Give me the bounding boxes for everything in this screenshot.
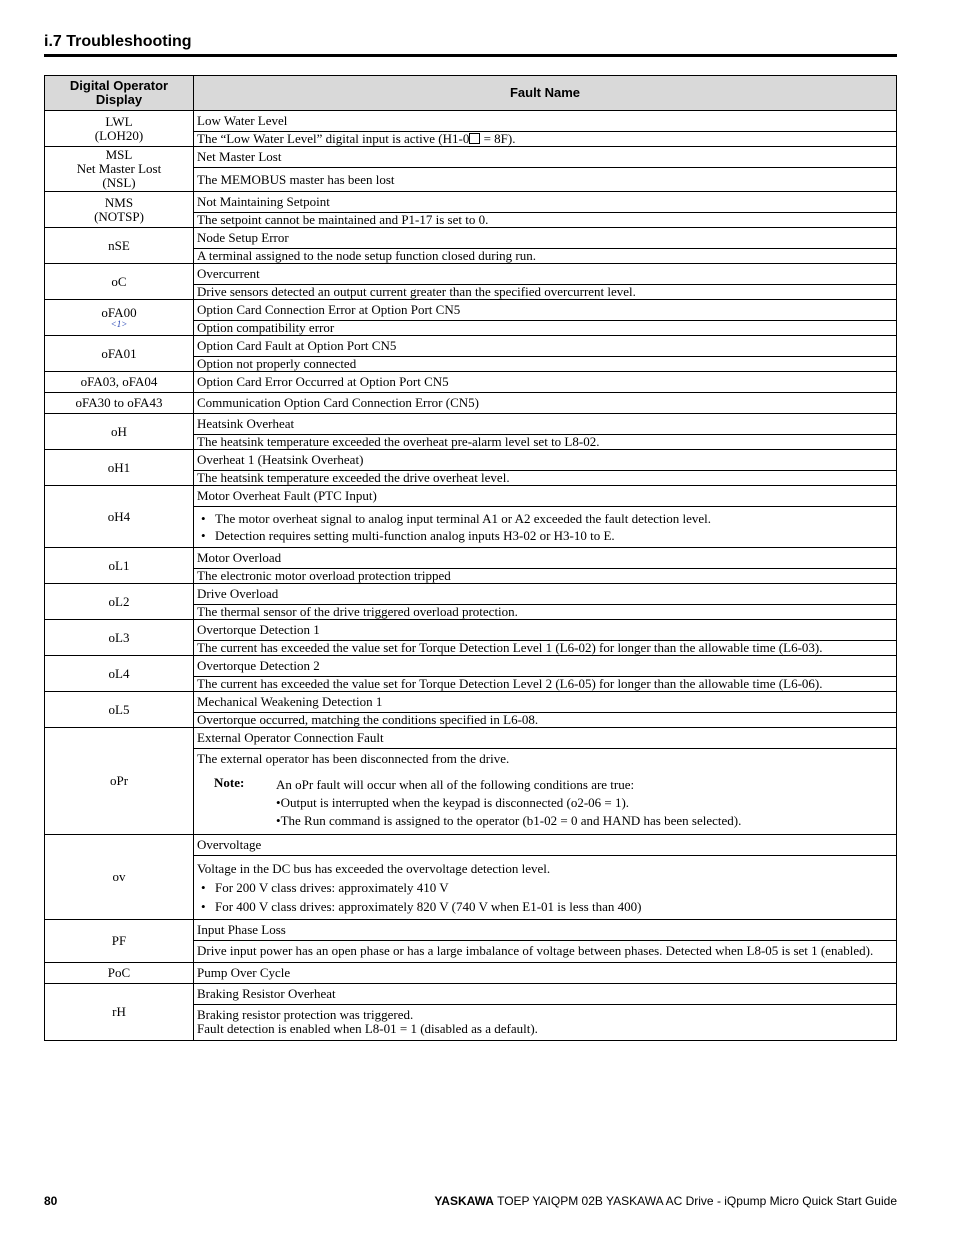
footer-title-text: TOEP YAIQPM 02B YASKAWA AC Drive - iQpump Micro Quick Start Guide [497,1194,897,1208]
page-title: i.7 Troubleshooting [44,33,192,50]
table-row [45,984,897,1005]
table-row [45,692,897,713]
fault-desc: The setpoint cannot be maintained and P1-17 is set to 0. [194,213,897,228]
footer-brand: YASKAWA [434,1194,494,1208]
code-cell: oL4 [45,656,194,692]
code-cell: oPr [45,728,194,835]
table-row [45,372,897,393]
desc-suffix: = 8F). [480,131,516,146]
fault-desc: The heatsink temperature exceeded the drive overheat level. [194,471,897,486]
fault-name: External Operator Connection Fault [194,728,897,749]
note-block [197,766,893,830]
table-header-row [45,76,897,111]
code-cell: oFA03, oFA04 [45,372,194,393]
fault-name: Braking Resistor Overheat [194,984,897,1005]
fault-name: Motor Overload [194,548,897,569]
code-cell: PoC [45,963,194,984]
code-cell: oFA01 [45,336,194,372]
fault-name: Low Water Level [194,111,897,132]
table-row [45,450,897,471]
table-row [45,300,897,321]
fault-name: Mechanical Weakening Detection 1 [194,692,897,713]
fault-name: Drive Overload [194,584,897,605]
fault-desc [194,1005,897,1041]
table-row [45,147,897,168]
table-row [45,728,897,749]
fault-name: Overcurrent [194,264,897,285]
table-row [45,228,897,249]
fault-desc: The current has exceeded the value set for Torque Detection Level 2 (L6-05) for longer than the allowable time (L6-06). [194,677,897,692]
code-cell: oL3 [45,620,194,656]
fault-desc: The thermal sensor of the drive triggered overload protection. [194,605,897,620]
fault-name: Node Setup Error [194,228,897,249]
table-row [45,393,897,414]
table-row [45,548,897,569]
code-text: MSL [105,147,133,162]
fault-desc [194,507,897,548]
code-cell [45,111,194,147]
fault-desc: The heatsink temperature exceeded the overheat pre-alarm level set to L8-02. [194,435,897,450]
fault-name: Overheat 1 (Heatsink Overheat) [194,450,897,471]
fault-desc: Option not properly connected [194,357,897,372]
fault-name: Communication Option Card Connection Error (CN5) [194,393,897,414]
page-number: 80 [44,1194,58,1208]
fault-desc: Drive sensors detected an output current greater than the specified overcurrent level. [194,285,897,300]
code-cell [45,192,194,228]
code-alt-text: Net Master Lost [76,161,162,176]
table-row [45,656,897,677]
fault-name: Pump Over Cycle [194,963,897,984]
bullet-item: • Detection requires setting multi-function analog inputs H3-02 or H3-10 to E. [197,527,893,544]
note-item: • Output is interrupted when the keypad is disconnected (o2-06 = 1). [276,794,741,812]
desc-text-2: Fault detection is enabled when L8-01 = 1 (disabled as a default). [197,1021,538,1036]
table-row [45,963,897,984]
fault-name: Overtorque Detection 1 [194,620,897,641]
bullet-item: • The motor overheat signal to analog input terminal A1 or A2 exceeded the fault detection level. [197,510,893,527]
table-row [45,584,897,605]
code-cell: ov [45,835,194,920]
code-cell [45,300,194,336]
code-cell: oL5 [45,692,194,728]
table-row [45,192,897,213]
footer-doc-title [434,1194,897,1208]
table-row [45,414,897,435]
fault-desc: The current has exceeded the value set for Torque Detection Level 1 (L6-02) for longer than the allowable time (L6-03). [194,641,897,656]
table-row [45,264,897,285]
code-cell: oFA30 to oFA43 [45,393,194,414]
fault-name: Not Maintaining Setpoint [194,192,897,213]
fault-desc: The electronic motor overload protection tripped [194,569,897,584]
fault-desc [194,749,897,835]
code-cell [45,147,194,192]
footnote-ref-link[interactable]: <1> [110,319,128,329]
header-fault-name: Fault Name [194,76,897,111]
fault-desc: The MEMOBUS master has been lost [194,168,897,192]
code-cell: oL1 [45,548,194,584]
table-row [45,835,897,856]
fault-name: Overtorque Detection 2 [194,656,897,677]
code-cell: oL2 [45,584,194,620]
code-alt-text: (NOTSP) [94,208,144,224]
code-cell: nSE [45,228,194,264]
note-label: Note: [214,775,245,790]
fault-desc [194,132,897,147]
code-text: oFA00 [101,305,137,320]
fault-name: Option Card Connection Error at Option Port CN5 [194,300,897,321]
code-cell: oC [45,264,194,300]
fault-name: Heatsink Overheat [194,414,897,435]
fault-desc: Option compatibility error [194,321,897,336]
desc-text: The external operator has been disconnected from the drive. [197,751,510,766]
fault-name: Input Phase Loss [194,920,897,941]
code-cell: oH4 [45,486,194,548]
bullet-item: • For 400 V class drives: approximately 820 V (740 V when E1-01 is less than 400) [197,897,893,916]
table-row [45,620,897,641]
fault-desc: Drive input power has an open phase or has a large imbalance of voltage between phases. Detected when L8-05 is set 1 (enabled). [194,941,897,963]
note-item: • The Run command is assigned to the operator (b1-02 = 0 and HAND has been selected). [276,812,741,830]
desc-text: Voltage in the DC bus has exceeded the overvoltage detection level. [197,861,551,876]
fault-desc [194,856,897,920]
table-row [45,336,897,357]
fault-name: Option Card Error Occurred at Option Port CN5 [194,372,897,393]
fault-name: Option Card Fault at Option Port CN5 [194,336,897,357]
table-row [45,486,897,507]
fault-table [44,75,897,1041]
note-body [276,776,741,830]
fault-name: Overvoltage [194,835,897,856]
fault-name: Motor Overheat Fault (PTC Input) [194,486,897,507]
code-cell: oH1 [45,450,194,486]
table-row [45,920,897,941]
title-rule [44,54,897,57]
placeholder-box-icon [469,133,480,144]
code-cell: oH [45,414,194,450]
note-text: An oPr fault will occur when all of the following conditions are true: [276,777,635,792]
desc-text: The “Low Water Level” digital input is active (H1-0 [197,131,470,146]
code-alt-text: (LOH20) [94,127,144,143]
fault-desc: Overtorque occurred, matching the conditions specified in L6-08. [194,713,897,728]
code-cell: rH [45,984,194,1041]
fault-name: Net Master Lost [194,147,897,168]
code-alt-text: (NSL) [102,175,136,190]
header-display: Digital Operator Display [45,76,194,111]
table-row [45,111,897,132]
desc-text: Braking resistor protection was triggered. [197,1007,414,1022]
code-cell: PF [45,920,194,963]
code-text: NMS [104,194,134,210]
bullet-item: • For 200 V class drives: approximately 410 V [197,878,893,897]
fault-desc: A terminal assigned to the node setup function closed during run. [194,249,897,264]
code-text: LWL [105,113,133,129]
